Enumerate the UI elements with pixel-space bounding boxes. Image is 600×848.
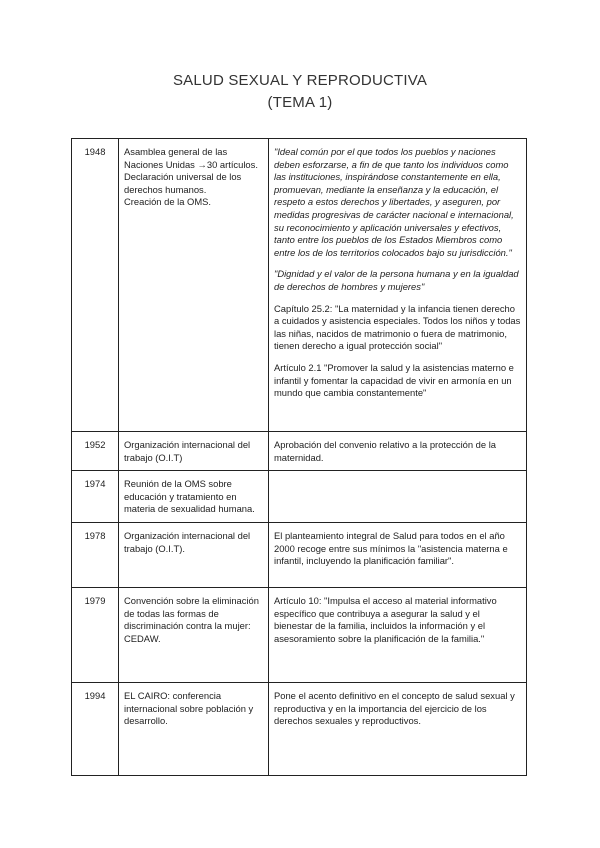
- description-cell: Artículo 10: "Impulsa el acceso al material informativo específico que contribuya a asegurar la salud y el bienestar de la familia, incluidos la información y el asesoramiento sobre la planificación de la familia.": [269, 587, 527, 682]
- event-cell: EL CAIRO: conferencia internacional sobre población y desarrollo.: [119, 682, 269, 775]
- table-row: [72, 432, 527, 471]
- event-line: Declaración universal de los derechos humanos.: [124, 171, 242, 195]
- event-line: Asamblea general de las Naciones Unidas →30 artículos.: [124, 146, 258, 170]
- quote-paragraph: "Dignidad y el valor de la persona humana y en la igualdad de derechos de hombres y mujeres": [274, 268, 519, 292]
- document-subtitle: (TEMA 1): [267, 94, 333, 111]
- year-cell: 1948: [72, 139, 119, 432]
- event-cell: Reunión de la OMS sobre educación y tratamiento en materia de sexualidad humana.: [119, 471, 269, 523]
- description-cell: [269, 139, 527, 432]
- description-cell: Aprobación del convenio relativo a la protección de la maternidad.: [269, 432, 527, 471]
- event-cell: Organización internacional del trabajo (O.I.T).: [119, 522, 269, 587]
- description-cell: [269, 471, 527, 523]
- year-cell: 1952: [72, 432, 119, 471]
- table-row: [72, 522, 527, 587]
- year-cell: 1974: [72, 471, 119, 523]
- description-paragraph: Capítulo 25.2: "La maternidad y la infancia tienen derecho a cuidados y asistencia especiales. Todos los niños y todas las niñas, nacidos de matrimonio o fuera de matrimonio, tienen derecho a igual protección social": [274, 302, 521, 352]
- description-cell: Pone el acento definitivo en el concepto de salud sexual y reproductiva y en la importancia del ejercicio de los derechos sexuales y reproductivos.: [269, 682, 527, 775]
- event-cell: [119, 139, 269, 432]
- quote-paragraph: "Ideal común por el que todos los pueblos y naciones deben esforzarse, a fin de que tanto los individuos como las instituciones, inspirándose constantemente en ella, promuevan, mediante la enseñanza y la educación, el respeto a estos derechos y libertades, y aseguren, por medidas progresivas de carácter nacional e internacional, su reconocimiento y aplicación universales y efectivos, tanto entre los pueblos de los Estados Miembros como entre los de los territorios colocados bajo su jurisdicción.": [274, 146, 514, 258]
- event-cell: Convención sobre la eliminación de todas las formas de discriminación contra la mujer: CEDAW.: [119, 587, 269, 682]
- year-cell: 1978: [72, 522, 119, 587]
- description-cell: El planteamiento integral de Salud para todos en el año 2000 recoge entre sus mínimos la "asistencia materna e infantil, incluyendo la planificación familiar".: [269, 522, 527, 587]
- table-row: [72, 139, 527, 432]
- table-row: [72, 587, 527, 682]
- table-row: [72, 682, 527, 775]
- event-cell: Organización internacional del trabajo (O.I.T): [119, 432, 269, 471]
- year-cell: 1979: [72, 587, 119, 682]
- table-row: [72, 471, 527, 523]
- timeline-table: [71, 138, 527, 776]
- year-cell: 1994: [72, 682, 119, 775]
- description-paragraph: Artículo 2.1 "Promover la salud y la asistencias materno e infantil y fomentar la capacidad de vivir en armonía en un mundo que cambia constantemente": [274, 361, 514, 399]
- event-line: Creación de la OMS.: [124, 196, 212, 208]
- document-title: SALUD SEXUAL Y REPRODUCTIVA: [172, 72, 428, 89]
